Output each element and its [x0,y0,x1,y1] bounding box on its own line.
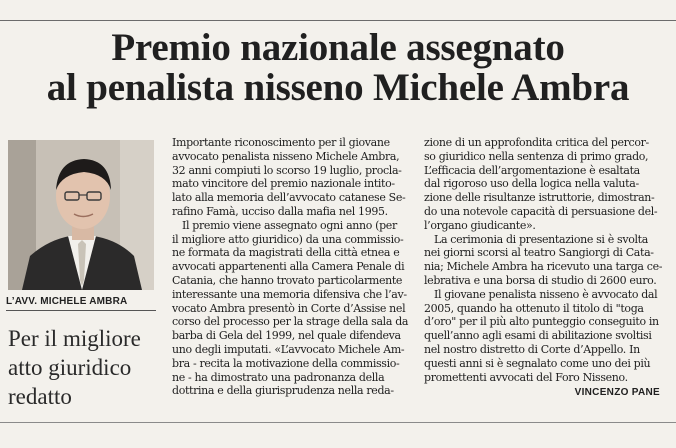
text-line: 32 anni compiuti lo scorso 19 luglio, procla- [172,163,402,177]
text-line: avvocati appartenenti alla Camera Penale di [172,260,405,274]
text-line: questi anni si è segnalato come uno dei più [424,356,651,370]
headline-line-1: Premio nazionale assegnato [111,26,565,69]
text-line: do una notevole capacità di persuasione del- [424,204,658,218]
text-line: Catania, che hanno trovato particolarmente [172,273,403,287]
text-line: corso del processo per la strage della sala da [172,315,409,329]
text-line: ne formata da magistrati della città etnea e [172,246,400,260]
text-line: so giuridico nella sentenza di primo grado, [424,149,649,163]
portrait-photo [8,140,154,290]
text-line: zione delle risultanze istruttorie, dimostran- [424,191,655,205]
text-line: il migliore atto giuridico) da una commissio- [172,232,404,246]
text-line: mato vincitore del premio nazionale intito- [172,177,395,191]
headline [0,28,676,108]
author-byline: VINCENZO PANE [574,387,660,399]
article-column-1 [172,136,412,398]
top-rule [0,20,676,21]
text-line: Il premio viene assegnato ogni anno (per [182,218,397,232]
bottom-rule [0,422,676,423]
text-line: dal rigoroso uso della logica nella valuta- [424,177,639,191]
text-line: vocato Ambra presentò in Corte d’Assise nel [172,301,406,315]
text-line: Il giovane penalista nisseno è avvocato dal [434,287,658,301]
text-line: dottrina e della giurisprudenza nella reda- [172,384,394,398]
text-line: L’efficacia dell’argomentazione è esaltata [424,163,640,177]
portrait-illustration [8,140,154,290]
text-line: nei giorni scorsi al teatro Sangiorgi di Cata- [424,246,654,260]
text-line: rafino Famà, ucciso dalla mafia nel 1995. [172,204,388,218]
article-column-2 [424,136,664,400]
subhead-line-1: Per il migliore [8,326,141,351]
text-line: l’organo giudicante». [424,218,536,232]
text-line: uno degli imputati. «L’avvocato Michele Am- [172,342,405,356]
text-line: lebrativa e una borsa di studio di 2600 euro. [424,273,657,287]
caption-rule [6,310,156,311]
subhead-line-3: redatto [8,384,72,409]
text-line: La cerimonia di presentazione si è svolta [434,232,648,246]
text-line: zione di un approfondita critica del percor- [424,136,649,149]
text-line: d’oro" per il più alto punteggio conseguito in [424,315,659,329]
text-line: barba di Gela del 1999, nel quale difendeva [172,329,401,343]
subheadline [8,324,158,411]
text-line: nia; Michele Ambra ha ricevuto una targa ce- [424,260,663,274]
headline-line-2: al penalista nisseno Michele Ambra [46,66,630,109]
text-line: nel nostro distretto di Corte d’Appello. In [424,342,640,356]
subhead-line-2: atto giuridico [8,355,132,380]
text-line: lato alla memoria dell’avvocato catanese Se- [172,191,406,205]
text-line: 2005, quando ha ottenuto il titolo di "toga [424,301,644,315]
text-line: interessante una memoria difensiva che l’av- [172,287,407,301]
text-line: avvocato penalista nisseno Michele Ambra, [172,149,400,163]
text-line: promettenti avvocati del Foro Nisseno. [424,370,628,384]
text-line: Importante riconoscimento per il giovane [172,136,390,149]
text-line: bra - recita la motivazione della commissio- [172,356,400,370]
photo-caption: L’AVV. MICHELE AMBRA [6,296,128,307]
text-line: ne - ha dimostrato una padronanza della [172,370,385,384]
text-line: quell’anno agli esami di abilitazione svoltisi [424,329,652,343]
